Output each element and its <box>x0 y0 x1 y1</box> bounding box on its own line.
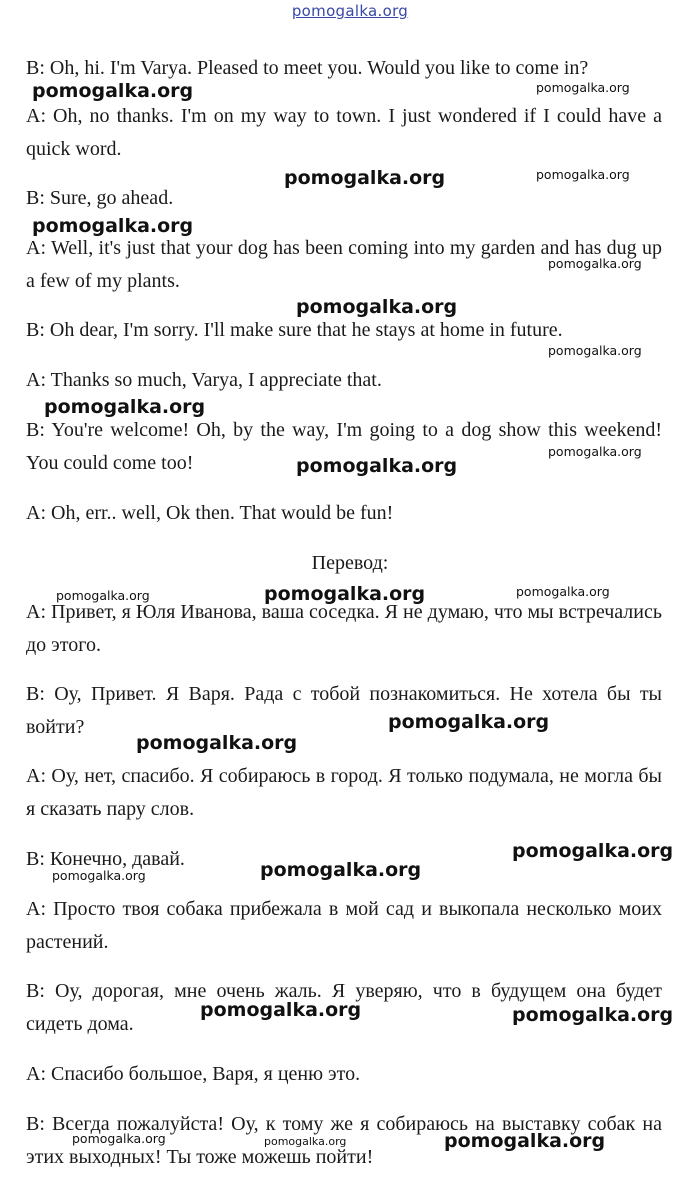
watermark: pomogalka.org <box>136 732 298 754</box>
watermark: pomogalka.org <box>52 868 146 883</box>
dialogue-en-line-1: B: Oh, hi. I'm Varya. Pleased to meet you. Would you like to come in? <box>26 57 589 79</box>
dialogue-en-line-7: B: You're welcome! Oh, by the way, I'm going to a dog show this weekend! You could come too! <box>26 419 662 474</box>
translation-heading: Перевод: <box>311 552 389 574</box>
watermark: pomogalka.org <box>284 167 446 189</box>
watermark: pomogalka.org <box>296 455 458 477</box>
dialogue-ru-line-1: A: Привет, я Юля Иванова, ваша соседка. Я не думаю, что мы встречались до этого. <box>26 601 662 656</box>
watermark: pomogalka.org <box>72 1131 166 1146</box>
watermark: pomogalka.org <box>444 1130 606 1152</box>
watermark: pomogalka.org <box>536 80 630 95</box>
dialogue-en-line-3: B: Sure, go ahead. <box>26 187 174 209</box>
dialogue-ru-line-3: A: Оу, нет, спасибо. Я собираюсь в город. Я только подумала, не могла бы я сказать пару слов. <box>26 765 662 820</box>
watermark: pomogalka.org <box>548 444 642 459</box>
dialogue-en-line-5: B: Oh dear, I'm sorry. I'll make sure that he stays at home in future. <box>26 319 563 341</box>
watermark: pomogalka.org <box>516 584 610 599</box>
dialogue-ru-line-5: A: Просто твоя собака прибежала в мой сад и выкопала несколько моих растений. <box>26 898 662 953</box>
watermark: pomogalka.org <box>260 859 422 881</box>
watermark: pomogalka.org <box>512 1004 674 1026</box>
watermark: pomogalka.org <box>548 256 642 271</box>
dialogue-en-line-8: A: Oh, err.. well, Ok then. That would be fun! <box>26 502 394 524</box>
watermark: pomogalka.org <box>264 583 426 605</box>
watermark: pomogalka.org <box>388 711 550 733</box>
watermark: pomogalka.org <box>44 396 206 418</box>
dialogue-ru-line-2: B: Оу, Привет. Я Варя. Рада с тобой познакомиться. Не хотела бы ты войти? <box>26 683 662 738</box>
dialogue-ru-line-8: B: Всегда пожалуйста! Оу, к тому же я собираюсь на выставку собак на этих выходных! Ты тоже можешь пойти! <box>26 1113 662 1168</box>
watermark: pomogalka.org <box>200 999 362 1021</box>
dialogue-ru-line-6: B: Оу, дорогая, мне очень жаль. Я уверяю, что в будущем она будет сидеть дома. <box>26 980 662 1035</box>
watermark: pomogalka.org <box>296 296 458 318</box>
header-site-link[interactable]: pomogalka.org <box>291 2 409 20</box>
watermark: pomogalka.org <box>548 343 642 358</box>
dialogue-ru-line-4: B: Конечно, давай. <box>26 848 185 870</box>
watermark: pomogalka.org <box>264 1135 347 1148</box>
dialogue-en-line-2: A: Oh, no thanks. I'm on my way to town. I just wondered if I could have a quick word. <box>26 105 662 160</box>
watermark: pomogalka.org <box>536 167 630 182</box>
watermark: pomogalka.org <box>512 840 674 862</box>
dialogue-ru-line-7: A: Спасибо большое, Варя, я ценю это. <box>26 1063 361 1085</box>
dialogue-en-line-4: A: Well, it's just that your dog has been coming into my garden and has dug up a few of my plants. <box>26 237 662 292</box>
watermark: pomogalka.org <box>56 588 150 603</box>
watermark: pomogalka.org <box>32 215 194 237</box>
dialogue-en-line-6: A: Thanks so much, Varya, I appreciate that. <box>26 369 382 391</box>
watermark: pomogalka.org <box>32 80 194 102</box>
